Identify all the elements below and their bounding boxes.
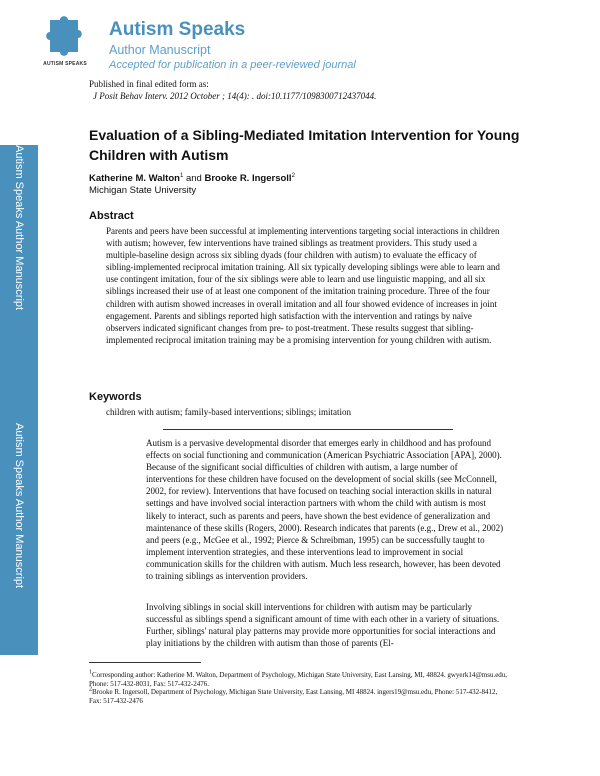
section-divider — [163, 429, 453, 430]
manuscript-label: Author Manuscript — [109, 43, 211, 57]
org-name: Autism Speaks — [109, 19, 246, 40]
logo-text: AUTISM SPEAKS — [43, 61, 87, 67]
sidebar-label-top: Autism Speaks Author Manuscript — [13, 145, 25, 311]
affiliation: Michigan State University — [89, 185, 197, 196]
author-line — [89, 173, 295, 184]
abstract-heading: Abstract — [89, 210, 134, 222]
body-paragraph-2: Involving siblings in social skill interventions for children with autism may be particularly successful as siblings spend a significant amount of time with each other in a variety of situations. Further, siblings' natural play patterns may provide more opportunities for social interactions and play initiations by the children with autism than those of parents (El- — [146, 602, 500, 649]
footnote-1-text: Corresponding author: Katherine M. Walton, Department of Psychology, Michigan State University, East Lansing, MI, 48824. gwyerk14@msu.edu, Phone: 517-432-8031, Fax: 517-432-2476. — [89, 671, 508, 688]
author-2-sup: 2 — [291, 172, 295, 179]
footnote-divider — [89, 662, 201, 663]
citation — [93, 91, 376, 101]
author-and: and — [185, 173, 202, 184]
author-1: Katherine M. Walton — [89, 173, 180, 184]
keywords-text: children with autism; family-based interventions; siblings; imitation — [106, 407, 351, 417]
keywords-heading: Keywords — [89, 391, 142, 403]
citation-text: J Posit Behav Interv. 2012 October ; 14(4): . doi:10.1177/1098300712437044. — [93, 91, 377, 101]
abstract-text: Parents and peers have been successful at implementing interventions targeting social interactions in children with autism; however, few interventions have trained siblings as treatment providers. This study used a multiple-baseline design across six sibling dyads (four children with autism) to evaluate the efficacy of sibling-implemented reciprocal imitation training. All six typically developing siblings were able to learn and use contingent imitation, four of the six siblings were able to learn and use linguistic mapping, and all six siblings increased their use of at least one component of the imitation training procedure. Three of the four children with autism showed increases in overall imitation and all four showed evidence of increases in joint engagement. Parents and siblings reported high satisfaction with the intervention and ratings by naïve observers indicated significant changes from pre- to post-treatment. These results suggest that sibling-implemented reciprocal imitation training may be a promising intervention for young children with autism. — [106, 226, 500, 345]
body-paragraph-1: Autism is a pervasive developmental disorder that emerges early in childhood and has profound effects on social functioning and communication (American Psychiatric Association [APA], 2000). Because of the significant social difficulties of children with autism, a large number of interventions for these children have focused on the development of social skills (see McConnell, 2002, for review). Interventions that have focused on teaching social interaction skills in natural settings and have involved social interaction partners with whom the child with autism is most likely to interact, such as parents and peers, have shown the best evidence of generalization and maintenance of these skills (Rogers, 2000). Research indicates that parents (e.g., Drew et al., 2002) and peers (e.g., McGee et al., 1992; Pierce & Schreibman, 1995) can be successfully taught to implement intervention strategies, and these interventions lead to improvement in social communication skills for the children with autism. Much less research, however, has been devoted to training siblings as intervention providers. — [146, 438, 504, 582]
author-1-sup: 1 — [179, 172, 184, 179]
manuscript-sidebar — [0, 145, 38, 655]
footnote-2-sup: 2 — [89, 686, 92, 693]
published-label: Published in final edited form as: — [89, 79, 209, 89]
article-title: Evaluation of a Sibling-Mediated Imitation Intervention for Young Children with Autism — [89, 127, 520, 163]
footnote-1 — [89, 671, 509, 689]
footnote-1-sup: 1 — [89, 669, 92, 676]
autism-speaks-puzzle-logo — [40, 14, 88, 60]
footnote-2-text: Brooke R. Ingersoll, Department of Psychology, Michigan State University, East Lansing, MI 48824. ingers19@msu.edu, Phone: 517-432-8412, Fax: 517-432-2476 — [89, 688, 498, 705]
accepted-label: Accepted for publication in a peer-reviewed journal — [109, 59, 356, 71]
sidebar-label-bottom: Autism Speaks Author Manuscript — [13, 423, 25, 589]
footnote-2 — [89, 688, 509, 706]
author-2: Brooke R. Ingersoll — [204, 173, 292, 184]
